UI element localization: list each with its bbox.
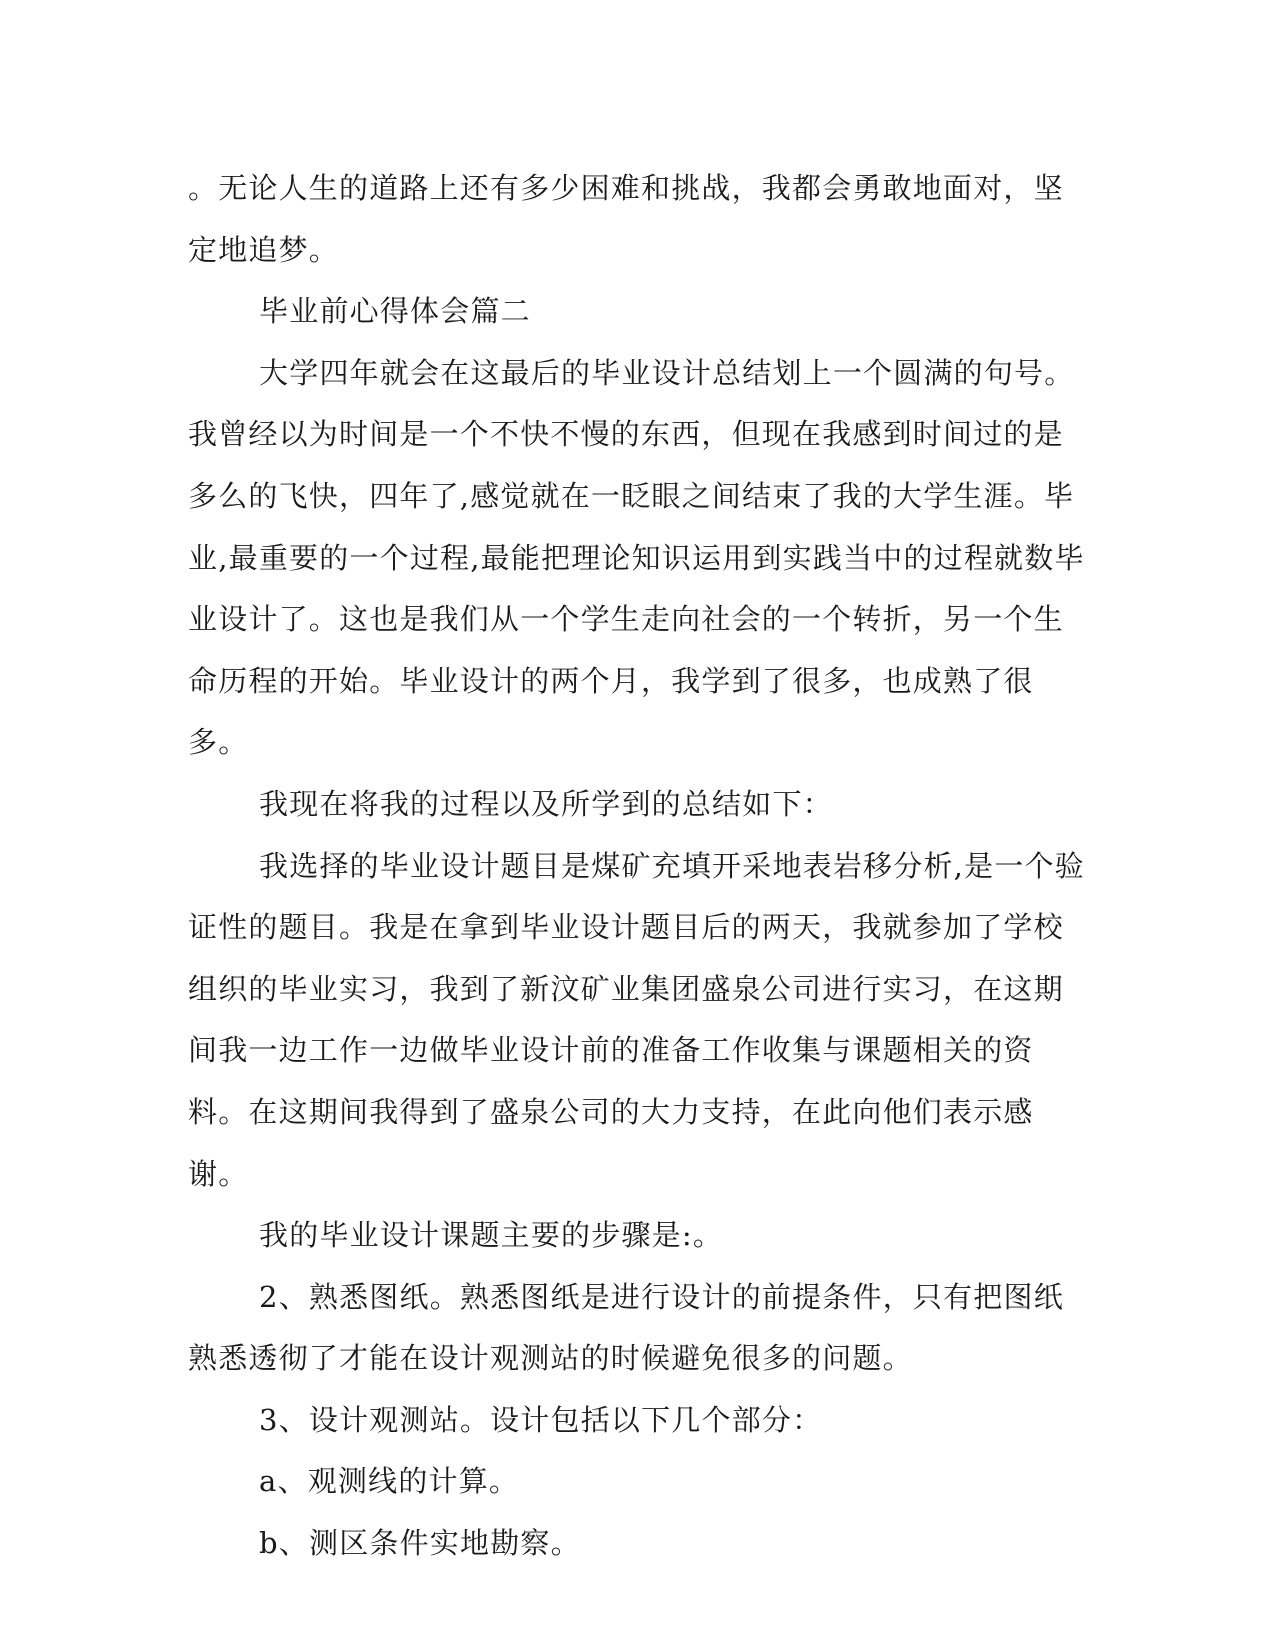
list-item-step-3a: a、观测线的计算。 [259,1464,520,1499]
list-item-step-3b: b、测区条件实地勘察。 [259,1526,581,1561]
paragraph-continuation: 。无论人生的道路上还有多少困难和挑战，我都会勇敢地面对，坚定地追梦。 [188,171,1064,267]
list-item-step-3: 3、设计观测站。设计包括以下几个部分： [259,1402,823,1437]
paragraph-intro: 大学四年就会在这最后的毕业设计总结划上一个圆满的句号。我曾经以为时间是一个不快不慢的东西，但现在我感到时间过的是多么的飞快，四年了,感觉就在一眨眼之间结束了我的大学生涯。毕业,最重要的一个过程,最能把理论知识运用到实践当中的过程就数毕业设计了。这也是我们从一个学生走向社会的一个转折，另一个生命历程的开始。毕业设计的两个月，我学到了很多，也成熟了很多。 [188,355,1085,760]
section-heading: 毕业前心得体会篇二 [259,294,531,329]
list-item-step-2: 2、熟悉图纸。熟悉图纸是进行设计的前提条件，只有把图纸熟悉透彻了才能在设计观测站的时候避免很多的问题。 [188,1279,1064,1376]
document-body [188,158,1088,1575]
paragraph-topic: 我选择的毕业设计题目是煤矿充填开采地表岩移分析,是一个验证性的题目。我是在拿到毕业设计题目后的两天，我就参加了学校组织的毕业实习，我到了新汶矿业集团盛泉公司进行实习，在这期间我一边工作一边做毕业设计前的准备工作收集与课题相关的资料。在这期间我得到了盛泉公司的大力支持，在此向他们表示感谢。 [188,848,1085,1191]
paragraph-steps-lead: 我的毕业设计课题主要的步骤是:。 [259,1218,724,1253]
paragraph-summary-lead: 我现在将我的过程以及所学到的总结如下： [259,786,833,821]
